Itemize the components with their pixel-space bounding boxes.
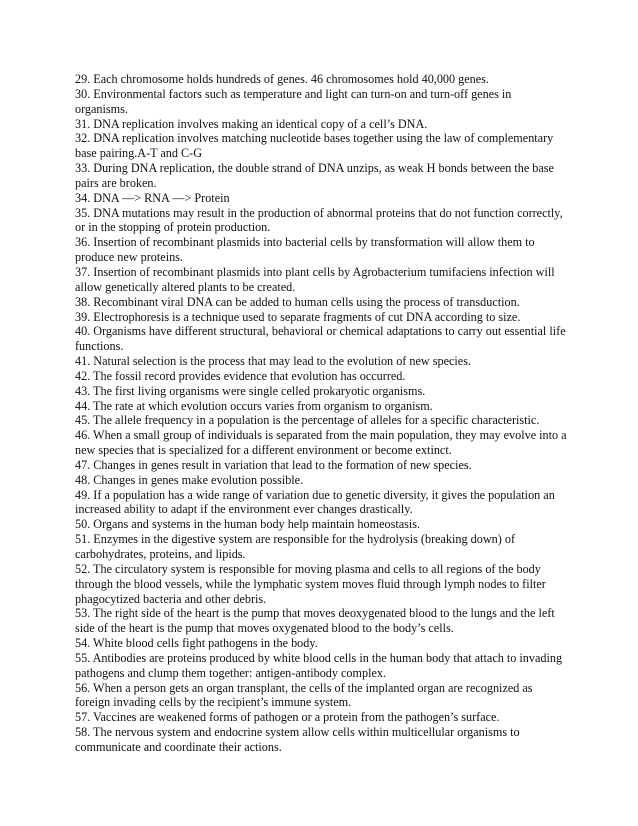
list-item: 46. When a small group of individuals is separated from the main population, they may evolve into a new species that is specialized for a different environment or become extinct. [75,428,567,458]
list-item: 56. When a person gets an organ transplant, the cells of the implanted organ are recognized as foreign invading cells by the recipient’s immune system. [75,680,533,710]
list-item: 50. Organs and systems in the human body help maintain homeostasis. [75,517,421,532]
list-item: 52. The circulatory system is responsible for moving plasma and cells to all regions of the body through the blood vessels, while the lymphatic system moves fluid through lymph nodes to filter phagocytized bacteria and other debris. [75,561,546,606]
list-item: 44. The rate at which evolution occurs varies from organism to organism. [75,398,433,413]
list-item: 51. Enzymes in the digestive system are responsible for the hydrolysis (breaking down) of carbohydrates, proteins, and lipids. [75,532,516,561]
list-item: 30. Environmental factors such as temperature and light can turn-on and turn-off genes in organisms. [75,86,512,116]
document-body [75,72,567,755]
list-item: 37. Insertion of recombinant plasmids into plant cells by Agrobacterium tumifaciens infection will allow genetically altered plants to be created. [75,264,555,294]
list-item: 45. The allele frequency in a population is the percentage of alleles for a specific characteristic. [75,413,540,428]
list-item: 48. Changes in genes make evolution possible. [75,472,304,487]
list-item: 57. Vaccines are weakened forms of pathogen or a protein from the pathogen’s surface. [75,710,500,725]
list-item: 39. Electrophoresis is a technique used to separate fragments of cut DNA according to size. [75,309,521,324]
list-item: 29. Each chromosome holds hundreds of genes. 46 chromosomes hold 40,000 genes. [75,72,489,86]
list-item: 42. The fossil record provides evidence that evolution has occurred. [75,368,406,383]
list-item: 35. DNA mutations may result in the production of abnormal proteins that do not function correctly, or in the stopping of protein production. [75,205,563,235]
list-item: 40. Organisms have different structural, behavioral or chemical adaptations to carry out essential life functions. [75,324,566,354]
list-item: 55. Antibodies are proteins produced by white blood cells in the human body that attach to invading pathogens and clump them together: antigen-antibody complex. [75,650,563,680]
list-item: 54. White blood cells fight pathogens in the body. [75,636,318,651]
list-item: 47. Changes in genes result in variation that lead to the formation of new species. [75,457,472,472]
list-item: 32. DNA replication involves matching nucleotide bases together using the law of complementary base pairing.A-T and C-G [75,131,554,161]
list-item: 41. Natural selection is the process that may lead to the evolution of new species. [75,354,471,369]
list-item: 38. Recombinant viral DNA can be added to human cells using the process of transduction. [75,294,520,309]
list-item: 58. The nervous system and endocrine system allow cells within multicellular organisms to communicate and coordinate their actions. [75,725,520,754]
list-item: 36. Insertion of recombinant plasmids into bacterial cells by transformation will allow them to produce new proteins. [75,235,535,265]
list-item: 34. DNA —> RNA —> Protein [75,190,230,205]
list-item: 49. If a population has a wide range of variation due to genetic diversity, it gives the population an increased ability to adapt if the environment ever changes drastically. [75,487,555,517]
list-item: 43. The first living organisms were single celled prokaryotic organisms. [75,383,426,398]
list-item: 33. During DNA replication, the double strand of DNA unzips, as weak H bonds between the base pairs are broken. [75,161,554,190]
list-item: 31. DNA replication involves making an identical copy of a cell’s DNA. [75,116,428,131]
list-item: 53. The right side of the heart is the pump that moves deoxygenated blood to the lungs and the left side of the heart is the pump that moves oxygenated blood to the body’s cells. [75,606,555,636]
